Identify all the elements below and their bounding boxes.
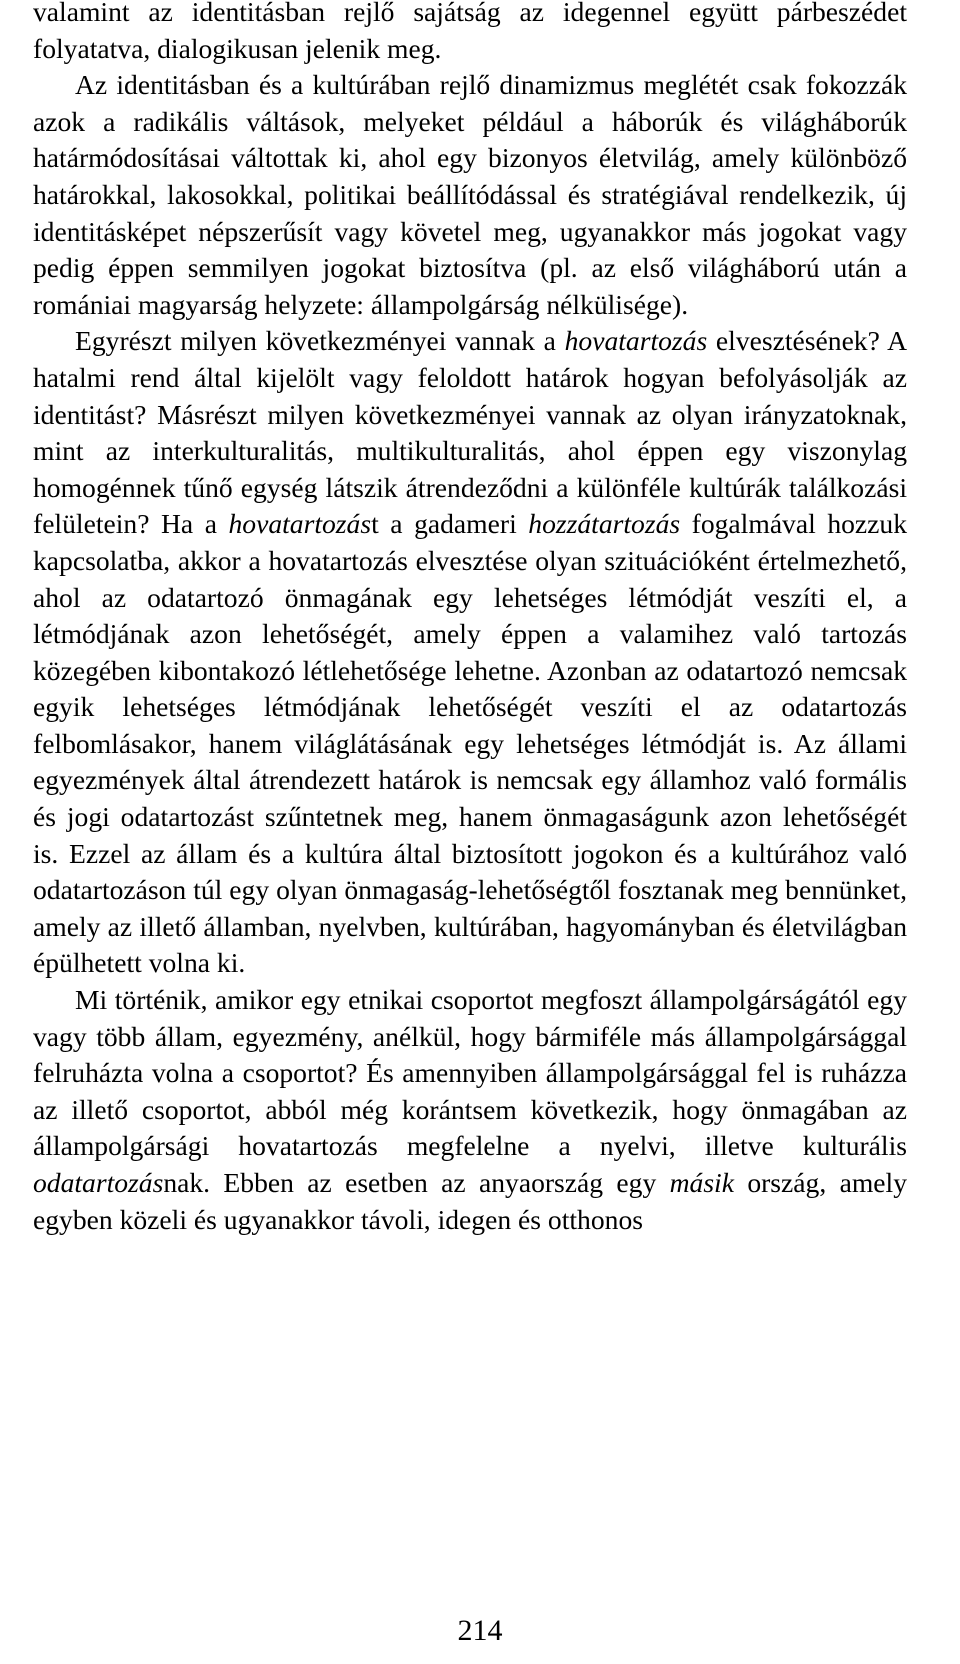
page-number: 214 <box>457 1614 503 1647</box>
italic-term: másik <box>669 1167 734 1198</box>
paragraph-2-text: Az identitásban és a kultúrában rejlő dinamizmus meglétét csak fokozzák azok a radikális váltások, melyeket például a háborúk és világháborúk határmódosításai váltottak ki, ahol egy bizonyos életvilág, amely különböző határokkal, lakosokkal, politikai beállítódással és stratégiával rendelkezik, új identitásképet népszerűsít vagy követel meg, ugyanakkor más jogokat vagy pedig éppen semmilyen jogokat biztosítva (pl. az első világháború után a romániai magyarság helyzete: állampolgárság nélkülisége). <box>33 69 907 320</box>
italic-term: hozzátartozás <box>528 508 681 540</box>
paragraph-4-text: ország, amely egyben közeli és ugyanakkor távoli, idegen és otthonos <box>33 1167 907 1235</box>
paragraph-1 <box>33 0 907 67</box>
paragraph-3-text: t a gadameri <box>371 508 529 540</box>
paragraph-1-text: valamint az identitásban rejlő sajátság az idegennel együtt párbeszédet folyatatva, dialogikusan jelenik meg. <box>33 0 907 64</box>
paragraph-3-text: Egyrészt milyen következményei vannak a <box>75 325 565 357</box>
paragraph-4 <box>33 982 907 1238</box>
paragraph-2 <box>33 67 907 323</box>
paragraph-4-text: nak. Ebben az esetben az anyaország egy <box>163 1167 670 1198</box>
italic-term: hovatartozás <box>564 325 708 357</box>
paragraph-3 <box>33 323 907 982</box>
paragraph-3-text: elvesztésének? A hatalmi rend által kijelölt vagy feloldott határok hogyan befolyásolják az identitást? Másrészt milyen következményei vannak az olyan irányzatoknak, mint az interkulturalitás, multikulturalitás, ahol éppen egy viszonylag homogénnek tűnő egység látszik átrendeződni a különféle kultúrák találkozási felületein? Ha a <box>33 325 907 540</box>
paragraph-3-text: fogalmával hozzuk kapcsolatba, akkor a hovatartozás elvesztése olyan szituációként értelmezhető, ahol az odatartozó önmagának egy lehetséges létmódját veszíti el, a létmódjának azon lehetőségét, amely éppen a valamihez való tartozás közegében kibontakozó létlehetősége lehetne. Azonban az odatartozó nemcsak egyik lehetséges létmódjának lehetőségét veszíti el az odatartozás felbomlásakor, hanem világlátásának egy lehetséges létmódját is. Az állami egyezmények által átrendezett határok is nemcsak egy államhoz való formális és jogi odatartozást szűntetnek meg, hanem önmagaságunk azon lehetőségét is. Ezzel az állam és a kultúra által biztosított jogokon és a kultúrához való odatartozáson túl egy olyan önmagaság-lehetőségtől fosztanak meg bennünket, amely az illető államban, nyelvben, kultúrában, hagyományban és életvilágban épülhetett volna ki. <box>33 508 907 979</box>
italic-term: odatartozás <box>33 1167 164 1198</box>
document-body <box>33 0 907 1238</box>
italic-term: hovatartozás <box>228 508 372 540</box>
paragraph-4-text: Mi történik, amikor egy etnikai csoportot megfoszt állampolgárságától egy vagy több állam, egyezmény, anélkül, hogy bármiféle más állampolgársággal felruházta volna a csoportot? És amennyiben állampolgársággal fel is ruházza az illető csoportot, abból még korántsem következik, hogy önmagában az állampolgársági hovatartozás megfelelne a nyelvi, illetve kulturális <box>33 984 907 1162</box>
